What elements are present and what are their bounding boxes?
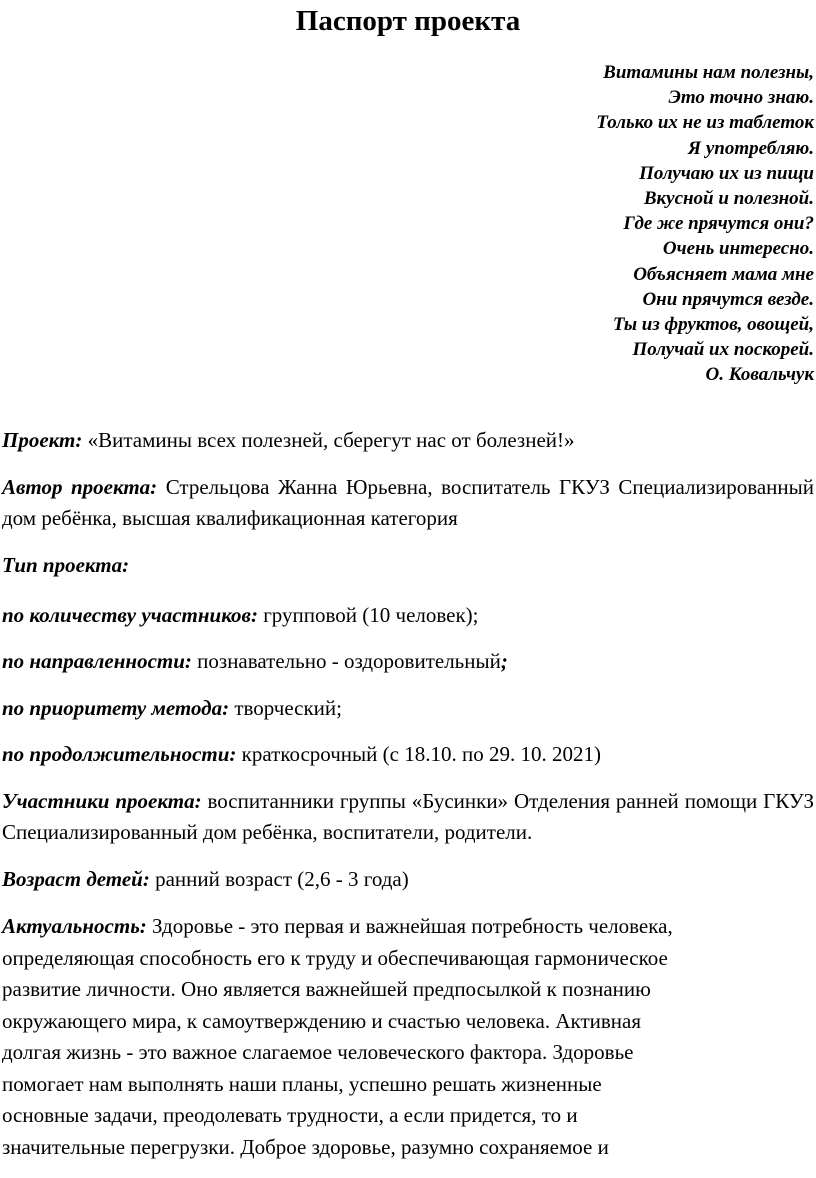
poem-line: Ты из фруктов, овощей, (612, 314, 814, 336)
relevance-line: помогает нам выполнять наши планы, успешно решать жизненные (2, 1071, 602, 1096)
poem-line: Вкусной и полезной. (643, 188, 814, 210)
by-direction-label: по направленности: (2, 649, 192, 673)
poem-line: Очень интересно. (662, 238, 814, 260)
by-participants-label: по количеству участников: (2, 603, 258, 627)
epigraph-poem (596, 60, 814, 388)
project-type-heading (2, 550, 814, 581)
relevance-field (2, 911, 814, 1163)
poem-line: Получаю их из пищи (639, 162, 814, 184)
poem-line: Получай их поскорей. (632, 339, 814, 361)
by-duration-label: по продолжительности: (2, 742, 237, 766)
by-direction-field (2, 646, 814, 677)
poem-line: Где же прячутся они? (623, 213, 814, 235)
poem-line: Объясняет мама мне (633, 263, 814, 285)
relevance-line: определяющая способность его к труду и обеспечивающая гармоническое (2, 945, 668, 970)
age-label: Возраст детей: (2, 867, 150, 891)
age-value: ранний возраст (2,6 - 3 года) (149, 867, 409, 891)
by-direction-suffix: ; (500, 649, 508, 673)
relevance-line: основные задачи, преодолевать трудности, а если придется, то и (2, 1103, 578, 1127)
poem-line: Витамины нам полезны, (603, 62, 814, 83)
author-value: Стрельцова Жанна Юрьевна, воспитатель ГКУЗ Специализированный дом ребёнка, высшая квалификационная категория (2, 475, 814, 530)
participants-value: воспитанники группы «Бусинки» Отделения ранней помощи ГКУЗ Специализированный дом ребёнка, воспитатели, родители. (2, 789, 814, 844)
poem-line: Только их не из таблеток (596, 112, 814, 134)
by-duration-field (2, 739, 814, 770)
relevance-line: окружающего мира, к самоутверждению и счастью человека. Активная (2, 1008, 642, 1033)
by-method-field (2, 693, 814, 724)
poem-line: Они прячутся везде. (642, 288, 814, 310)
by-method-value: творческий; (229, 696, 342, 720)
age-field (2, 864, 814, 895)
relevance-label: Актуальность: (2, 914, 147, 938)
author-field (2, 472, 814, 534)
project-label: Проект: (2, 428, 83, 452)
by-duration-value: краткосрочный (с 18.10. по 29. 10. 2021) (236, 742, 601, 766)
document-title: Паспорт проекта (295, 5, 521, 37)
by-participants-field (2, 600, 814, 631)
participants-label: Участники проекта: (2, 789, 202, 813)
relevance-text: Здоровье - это первая и важнейшая потребность человека, (146, 914, 673, 938)
relevance-line: долгая жизнь - это важное слагаемое человеческого фактора. Здоровье (2, 1040, 634, 1064)
project-value: «Витамины всех полезней, сберегут нас от болезней!» (82, 428, 575, 452)
poem-line: Это точно знаю. (668, 87, 814, 109)
by-direction-value: познавательно - оздоровительный (191, 649, 501, 673)
by-method-label: по приоритету метода: (2, 696, 230, 720)
participants-field (2, 786, 814, 848)
project-type-label: Тип проекта: (2, 553, 130, 577)
poem-author: О. Ковальчук (705, 364, 814, 386)
author-label: Автор проекта: (2, 475, 158, 499)
by-participants-value: групповой (10 человек); (257, 603, 479, 627)
relevance-line (2, 911, 814, 943)
project-field (2, 425, 814, 456)
relevance-line: значительные перегрузки. Доброе здоровье, разумно сохраняемое и (2, 1134, 609, 1159)
relevance-line: развитие личности. Оно является важнейшей предпосылкой к познанию (2, 977, 651, 1001)
poem-line: Я употребляю. (688, 137, 814, 159)
